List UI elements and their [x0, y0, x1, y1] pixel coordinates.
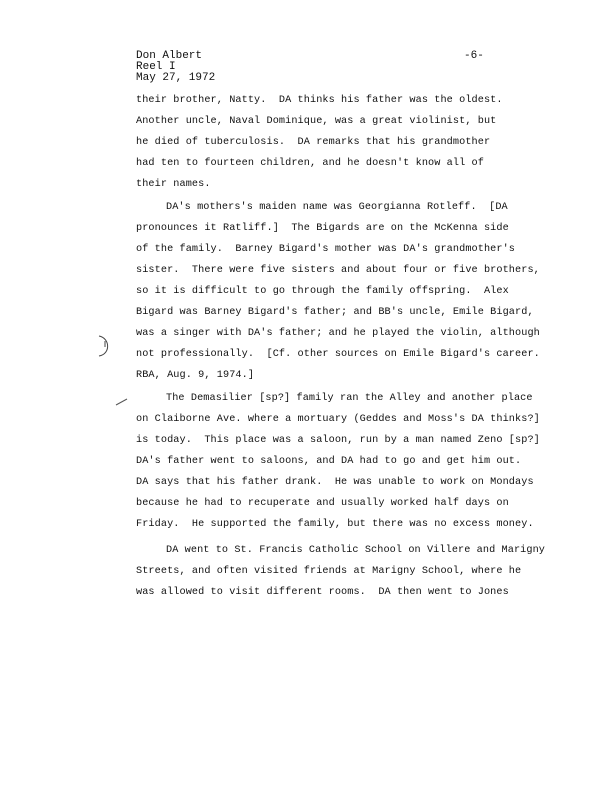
text-line: RBA, Aug. 9, 1974.] [136, 370, 255, 381]
text-line: because he had to recuperate and usually worked half days on [136, 498, 509, 509]
text-line: their names. [136, 179, 211, 190]
text-line: The Demasilier [sp?] family ran the Alley and another place [166, 393, 533, 404]
text-line: is today. This place was a saloon, run by a man named Zeno [sp?] [136, 435, 540, 446]
text-line: was a singer with DA's father; and he played the violin, although [136, 328, 540, 339]
text-line: sister. There were five sisters and about four or five brothers, [136, 265, 540, 276]
header-date: May 27, 1972 [136, 72, 216, 84]
text-line: so it is difficult to go through the family offspring. Alex [136, 286, 509, 297]
header-reel: Reel I [136, 61, 176, 73]
text-line: Friday. He supported the family, but there was no excess money. [136, 519, 534, 530]
margin-bracket-mark [94, 332, 116, 360]
text-line: Bigard was Barney Bigard's father; and BB's uncle, Emile Bigard, [136, 307, 534, 318]
text-line: on Claiborne Ave. where a mortuary (Geddes and Moss's DA thinks?] [136, 414, 540, 425]
text-line: Streets, and often visited friends at Marigny School, where he [136, 566, 522, 577]
header-name: Don Albert [136, 50, 203, 62]
text-line: had ten to fourteen children, and he doesn't know all of [136, 158, 484, 169]
text-line: DA's mothers's maiden name was Georgianna Rotleff. [DA [166, 202, 508, 213]
text-line: he died of tuberculosis. DA remarks that his grandmother [136, 137, 491, 148]
text-line: DA went to St. Francis Catholic School on Villere and Marigny [166, 545, 546, 556]
text-line: pronounces it Ratliff.] The Bigards are on the McKenna side [136, 223, 509, 234]
text-line: DA's father went to saloons, and DA had to go and get him out. [136, 456, 522, 467]
margin-check-mark [114, 396, 130, 408]
text-line: was allowed to visit different rooms. DA then went to Jones [136, 587, 509, 598]
text-line: their brother, Natty. DA thinks his father was the oldest. [136, 95, 503, 106]
text-line: DA says that his father drank. He was unable to work on Mondays [136, 477, 534, 488]
page-number: -6- [464, 50, 484, 62]
text-line: not professionally. [Cf. other sources on Emile Bigard's career. [136, 349, 540, 360]
text-line: of the family. Barney Bigard's mother was DA's grandmother's [136, 244, 516, 255]
text-line: Another uncle, Naval Dominique, was a great violinist, but [136, 116, 497, 127]
